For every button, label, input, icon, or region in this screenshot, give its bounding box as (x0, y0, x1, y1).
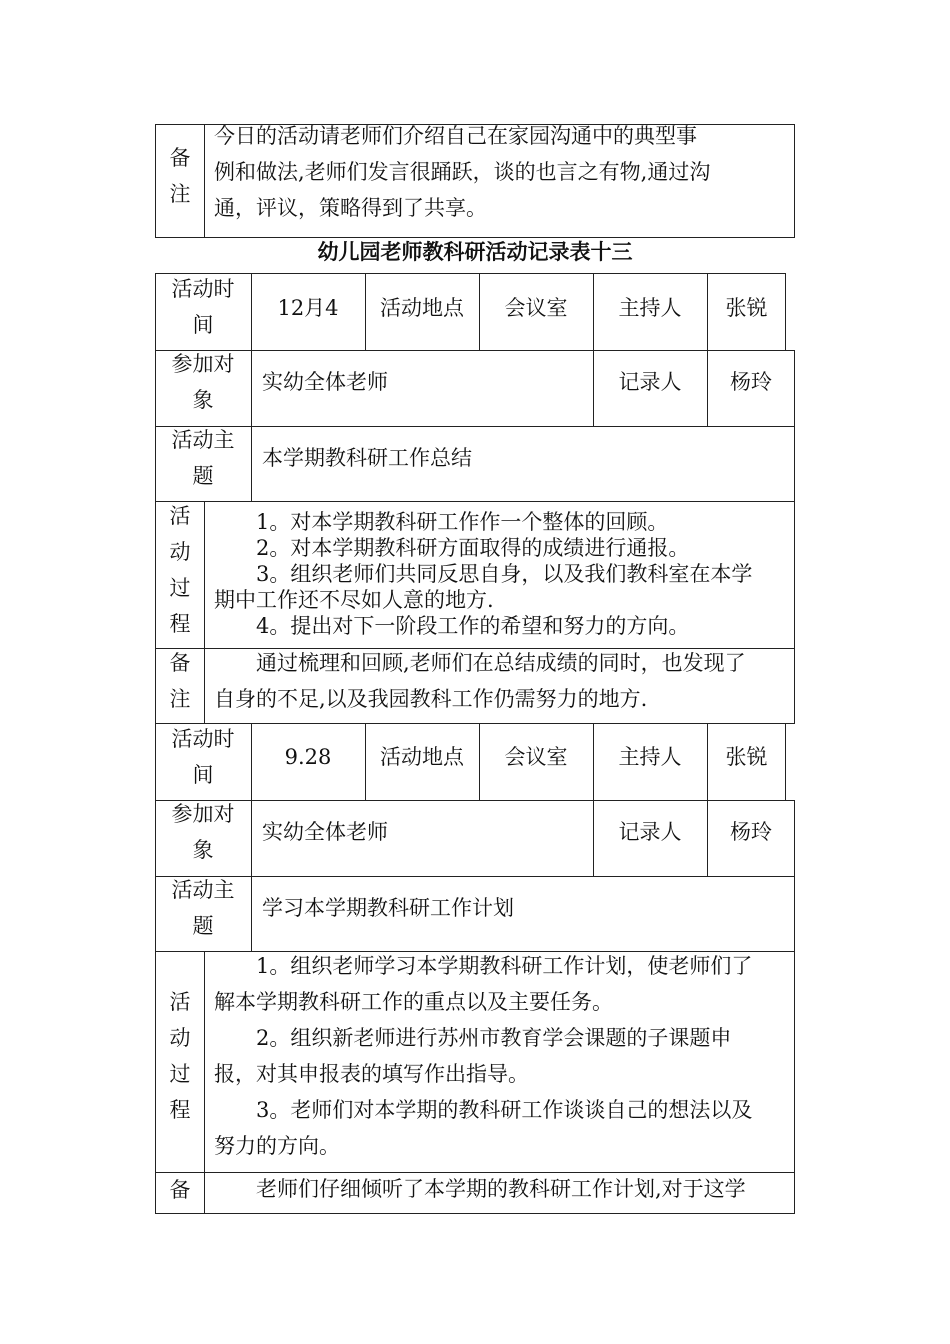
record1-participants: 实幼全体老师 (262, 370, 388, 394)
label-note: 备 注 (169, 651, 191, 711)
record2-note: 老师们仔细倾听了本学期的教科研工作计划,对于这学 (214, 1177, 746, 1201)
label-host: 主持人 (618, 745, 682, 769)
label-note-single: 备 (169, 1178, 191, 1202)
label-process: 活 动 过 程 (169, 990, 191, 1122)
divider (204, 951, 205, 1173)
record2-place: 会议室 (504, 745, 568, 769)
record2-process: 1。组织老师学习本学期教科研工作计划，使老师们了 解本学期教科研工作的重点以及主要任务。 2。组织新老师进行苏州市教育学会课题的子课题申 报，对其申报表的填写作出指导。 3。老师们对本学期的教科研工作谈谈自己的想法以及 努力的方向。 (214, 954, 753, 1158)
record1-place: 会议室 (504, 296, 568, 320)
label-recorder: 记录人 (618, 820, 682, 844)
label-host: 主持人 (618, 296, 682, 320)
label-process: 活 动 过 程 (169, 504, 191, 636)
divider (251, 350, 252, 427)
divider (251, 426, 252, 502)
divider (204, 648, 205, 724)
record2-host: 张锐 (725, 745, 768, 769)
page-title: 幼儿园老师教科研活动记录表十三 (317, 240, 633, 264)
divider (251, 800, 252, 877)
divider (251, 876, 252, 952)
record2-theme: 学习本学期教科研工作计划 (262, 896, 514, 920)
divider (204, 501, 205, 649)
label-place: 活动地点 (380, 296, 464, 320)
record1-time: 12月4 (277, 296, 339, 320)
label-time: 活动时 间 (171, 727, 235, 787)
label-participants: 参加对 象 (171, 352, 235, 412)
record2-time: 9.28 (284, 745, 332, 769)
divider (204, 124, 205, 238)
record1-recorder: 杨玲 (730, 370, 772, 394)
record1-theme: 本学期教科研工作总结 (262, 446, 472, 470)
top-note-text: 今日的活动请老师们介绍自己在家园沟通中的典型事 例和做法,老师们发言很踊跃，谈的也言之有物,通过沟 通，评议，策略得到了共享。 (214, 124, 711, 220)
label-recorder: 记录人 (618, 370, 682, 394)
label-theme: 活动主 题 (171, 428, 235, 488)
record2-recorder: 杨玲 (730, 820, 772, 844)
label-theme: 活动主 题 (171, 878, 235, 938)
label-place: 活动地点 (380, 745, 464, 769)
record1-process: 1。对本学期教科研工作作一个整体的回顾。 2。对本学期教科研方面取得的成绩进行通报。 3。组织老师们共同反思自身，以及我们教科室在本学 期中工作还不尽如人意的地方. 4。提出对下一阶段工作的希望和努力的方向。 (214, 510, 753, 638)
top-note-label: 备 注 (169, 146, 191, 206)
record2-participants: 实幼全体老师 (262, 820, 388, 844)
label-participants: 参加对 象 (171, 802, 235, 862)
divider (204, 1172, 205, 1214)
label-time: 活动时 间 (171, 277, 235, 337)
record1-host: 张锐 (725, 296, 768, 320)
record1-note: 通过梳理和回顾,老师们在总结成绩的同时，也发现了 自身的不足,以及我园教科工作仍需努力的地方. (214, 651, 746, 711)
